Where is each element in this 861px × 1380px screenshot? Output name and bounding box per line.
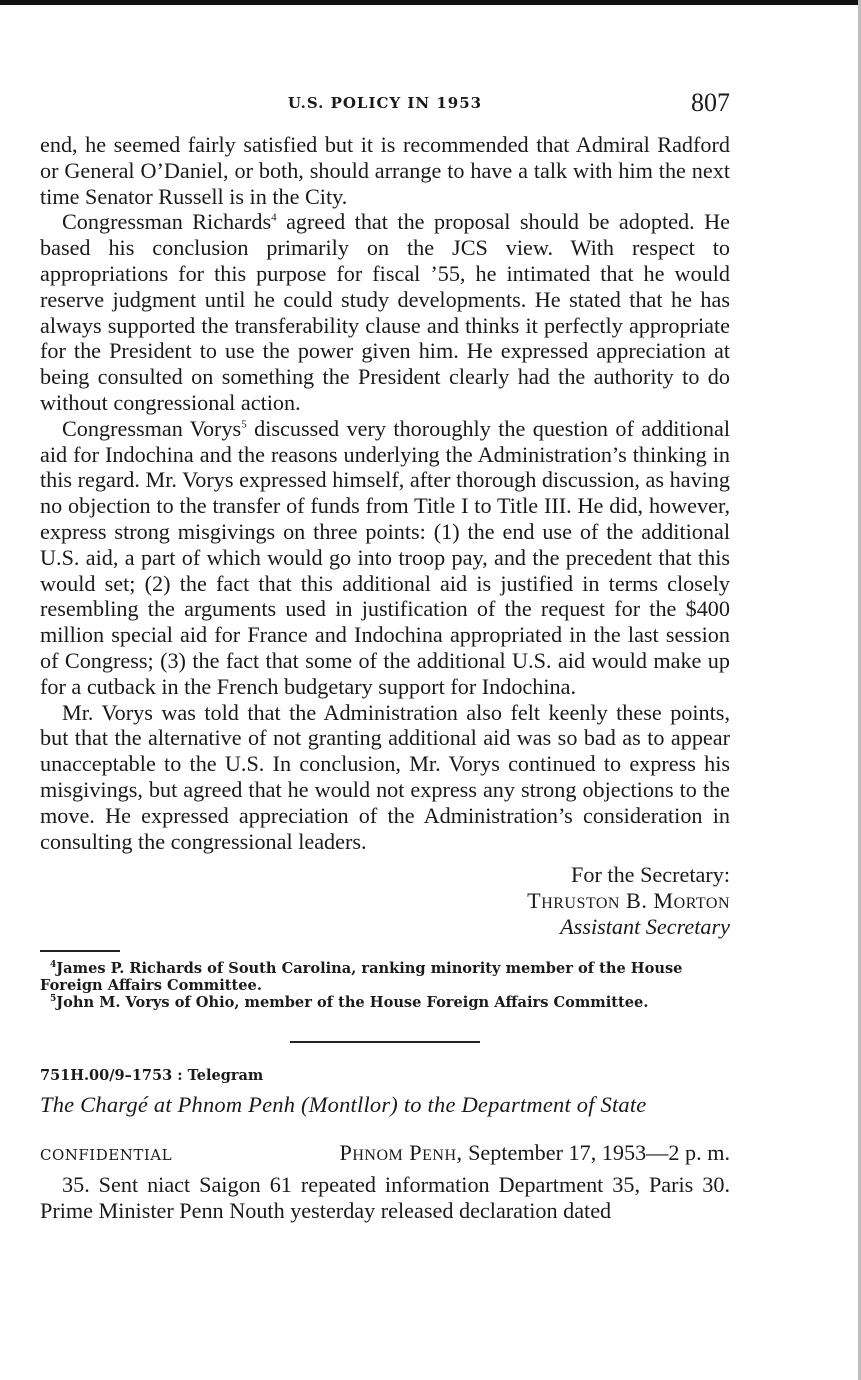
signatory-name: Thruston B. Morton	[527, 888, 730, 914]
telegram-body: 35. Sent niact Saigon 61 repeated information Department 35, Paris 30. Prime Minister Penn Nouth yesterday released declaration dated	[40, 1171, 730, 1223]
footnote-5	[40, 994, 730, 1011]
page-number: 807	[691, 88, 730, 117]
file-reference: 751H.00/9–1753 : Telegram	[40, 1066, 264, 1084]
top-border-rule	[0, 0, 861, 5]
signature-block	[40, 862, 730, 939]
paragraph-4: Mr. Vorys was told that the Administration also felt keenly these points, but that the alternative of not granting additional aid was so bad as to appear unacceptable to the U.S. In conclusion, Mr. Vorys continued to express his misgivings, but agreed that he would not express any strong objections to the move. He expressed appreciation of the Administration’s consideration in consulting the congressional leaders.	[40, 699, 730, 854]
paragraph-2	[40, 209, 730, 415]
footnote-text: James P. Richards of South Carolina, ranking minority member of the House Foreign Affairs Committee.	[40, 959, 683, 994]
signatory-title: Assistant Secretary	[560, 913, 730, 939]
footnote-ref-5[interactable]: 5	[241, 418, 247, 431]
document-page	[40, 88, 730, 1223]
place-name: Phnom Penh,	[339, 1139, 463, 1165]
paragraph-2-text: agreed that the proposal should be adopted. He based his conclusion primarily on the JCS view. With respect to appropriations for this purpose for fiscal ’55, he intimated that he would reserve judgment until he could study developments. He stated that he has always supported the transferability clause and thinks it perfectly appropriate for the President to use the power given him. He expressed appreciation at being consulted on something the President clearly had the authority to do without congressional action.	[40, 209, 730, 415]
footnote-text: John M. Vorys of Ohio, member of the House Foreign Affairs Committee.	[56, 993, 649, 1011]
running-header	[40, 88, 730, 132]
paragraph-3	[40, 416, 730, 700]
footnote-divider	[40, 950, 120, 952]
paragraph-2-lead: Congressman Richards	[62, 209, 272, 235]
document-title: The Chargé at Phnom Penh (Montllor) to the Department of State	[40, 1091, 647, 1117]
classification-label: CONFIDENTIAL	[40, 1145, 173, 1164]
footnote-mark: 5	[50, 993, 57, 1004]
footnote-ref-4[interactable]: 4	[271, 212, 277, 224]
running-title: U.S. POLICY IN 1953	[287, 94, 483, 112]
date-time: September 17, 1953—2 p. m.	[468, 1139, 730, 1165]
signature-line: For the Secretary:	[571, 862, 730, 888]
section-divider	[290, 1041, 480, 1043]
place-date	[340, 1140, 731, 1166]
footnote-4	[40, 960, 730, 994]
paragraph-3-lead: Congressman Vorys	[62, 415, 242, 441]
dateline	[40, 1140, 730, 1166]
paragraph-1: end, he seemed fairly satisfied but it is recommended that Admiral Radford or General O’Daniel, or both, should arrange to have a talk with him the next time Senator Russell is in the City.	[40, 132, 730, 209]
footnote-mark: 4	[50, 959, 57, 970]
paragraph-3-text: discussed very thoroughly the question of additional aid for Indochina and the reasons underlying the Administration’s thinking in this regard. Mr. Vorys expressed himself, after thorough discussion, as having no objection to the transfer of funds from Title I to Title III. He did, however, express strong misgivings on three points: (1) the end use of the additional U.S. aid, a part of which would go into troop pay, and the precedent that this would set; (2) the fact that this additional aid is justified in terms closely resembling the arguments used in justification of the request for the $400 million special aid for France and Indochina appropriated in the last session of Congress; (3) the fact that some of the additional U.S. aid would make up for a cutback in the French budgetary support for Indochina.	[40, 415, 730, 699]
